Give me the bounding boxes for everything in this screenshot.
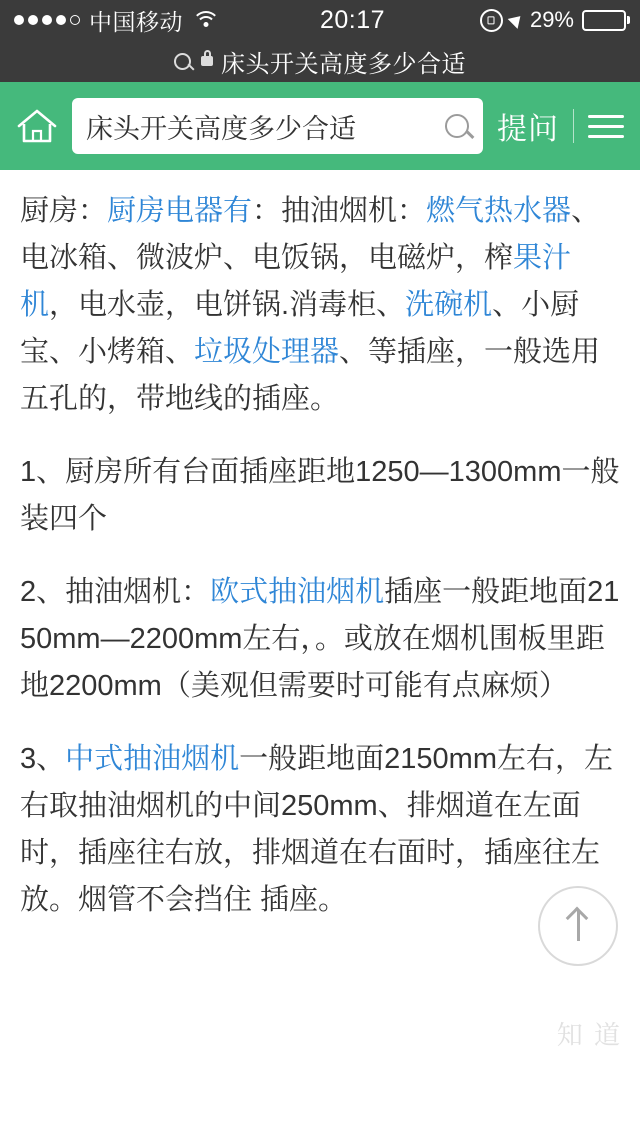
article-content [0,170,640,1096]
status-bar [0,0,640,40]
inline-link[interactable]: 中式抽油烟机 [65,742,240,775]
header-divider [573,109,574,143]
lock-icon [201,56,213,66]
search-icon [174,53,191,70]
text-run: ：抽油烟机： [252,195,427,227]
inline-link[interactable]: 欧式抽油烟机 [210,575,385,608]
text-run: 、小厨宝、小烤箱、 [20,288,580,368]
text-run: 3、 [20,742,66,775]
rotation-lock-icon [480,9,503,32]
text-run: 一般距地面2150mm左右，左右取抽油烟机的中间250mm、排烟道在左面时，插座往右放，排烟道在右面时，插座往左放。烟管不会挡住 插座。 [20,742,613,916]
text-run: 厨房： [20,195,108,227]
search-input[interactable] [72,98,483,154]
text-run: 、电冰箱、微波炉、电饭锅，电磁炉，榨 [20,195,601,274]
signal-dot [14,15,24,25]
signal-dot [28,15,38,25]
inline-link[interactable]: 燃气热水器 [426,195,572,227]
search-input-value: 床头开关高度多少合适 [86,113,356,144]
text-run: 1、厨房所有台面插座距地1250—1300mm一般装四个 [20,455,620,535]
carrier-label: 中国移动 [89,8,183,35]
signal-dot [42,15,52,25]
paragraph [20,449,620,543]
hamburger-menu-icon[interactable] [588,115,624,138]
paragraph [20,188,620,423]
location-arrow-icon [508,11,526,29]
signal-dot-empty [70,15,80,25]
inline-link[interactable]: 洗碗机 [405,288,493,321]
signal-dot [56,15,66,25]
text-run: 2、抽油烟机： [20,575,211,608]
paragraph [20,569,620,710]
inline-link[interactable]: 厨房电器有 [107,195,253,227]
app-header [0,82,640,170]
battery-percent-label: 29% [529,7,574,32]
watermark-label: 知 道 [556,1019,622,1050]
arrow-up-icon [577,911,580,941]
inline-link[interactable]: 果汁机 [20,241,572,321]
text-run: 、等插座，一般选用五孔的，带地线的插座。 [20,335,601,415]
wifi-icon [193,10,219,30]
search-icon[interactable] [445,114,469,138]
inline-link[interactable]: 垃圾处理器 [194,335,340,368]
home-icon[interactable] [16,107,58,145]
status-right-group [480,7,626,33]
status-clock: 20:17 [319,5,385,34]
ask-question-button[interactable]: 提问 [497,113,559,146]
paragraph [20,736,620,924]
battery-icon [582,10,626,31]
signal-strength-indicator [14,15,80,25]
text-run: ，电水壶，电饼锅.消毒柜、 [49,288,406,321]
browser-url-bar[interactable] [0,40,640,82]
back-to-top-button[interactable] [538,886,618,966]
text-run: 插座一般距地面2150mm—2200mm左右，。或放在烟机围板里距地2200mm（美观但需要时可能有点麻烦） [20,575,620,702]
url-text: 床头开关高度多少合适 [221,50,466,78]
